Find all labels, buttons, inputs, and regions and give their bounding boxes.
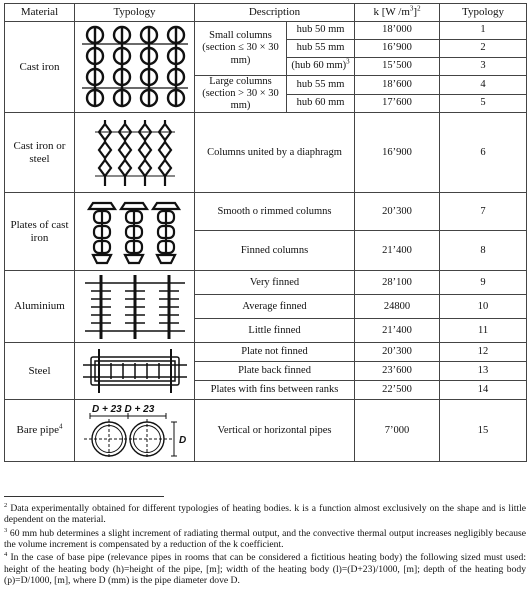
material-steel: Steel bbox=[5, 343, 75, 400]
typology-number: 8 bbox=[440, 231, 527, 271]
typology-number: 2 bbox=[440, 40, 527, 58]
typology-number: 9 bbox=[440, 271, 527, 295]
k-value: 20’300 bbox=[355, 193, 440, 231]
typology-number: 7 bbox=[440, 193, 527, 231]
k-value: 21’400 bbox=[355, 319, 440, 343]
header-typology-number: Typology bbox=[440, 4, 527, 22]
footnote-rule bbox=[4, 496, 164, 497]
material-cast-iron: Cast iron bbox=[5, 22, 75, 113]
diaphragm-columns-drawing bbox=[75, 113, 195, 193]
header-material: Material bbox=[5, 4, 75, 22]
hub-55-label: hub 55 mm bbox=[287, 76, 355, 95]
material-aluminium: Aluminium bbox=[5, 271, 75, 343]
k-value: 22’500 bbox=[355, 381, 440, 400]
k-value: 15’500 bbox=[355, 58, 440, 76]
plate-not-finned-desc: Plate not finned bbox=[195, 343, 355, 362]
k-value: 16’900 bbox=[355, 40, 440, 58]
material-cast-iron-or-steel: Cast iron or steel bbox=[5, 113, 75, 193]
k-value: 16’900 bbox=[355, 113, 440, 193]
large-columns-desc: Large columns (section > 30 × 30 mm) bbox=[195, 76, 287, 113]
hub-55-label: hub 55 mm bbox=[287, 40, 355, 58]
diaphragm-desc: Columns united by a diaphragm bbox=[195, 113, 355, 193]
pipe-diameter-label: D bbox=[178, 434, 186, 446]
k-value: 17’600 bbox=[355, 94, 440, 113]
cast-iron-plates-drawing bbox=[75, 193, 195, 271]
footnotes bbox=[4, 503, 526, 588]
typology-number: 6 bbox=[440, 113, 527, 193]
bare-pipe-desc: Vertical or horizontal pipes bbox=[195, 400, 355, 462]
smooth-columns-desc: Smooth o rimmed columns bbox=[195, 193, 355, 231]
hub-50-label: hub 50 mm bbox=[287, 22, 355, 40]
k-value: 20’300 bbox=[355, 343, 440, 362]
k-value: 23’600 bbox=[355, 362, 440, 381]
typology-number: 4 bbox=[440, 76, 527, 95]
k-value: 28’100 bbox=[355, 271, 440, 295]
header-typology-image: Typology bbox=[75, 4, 195, 22]
footnote-4: $^4$ In the case of base pipe (relevance pipes in rooms that can be considered a fictitious heating body) the following sized must used: height of the heating body (h)=height of the pipe, [m]; width of the heating body (l)=(D+23)/1000, [m]; depth of the heating body (p)=D/1000, [m], where D (mm) is the pipe diameter dove D. bbox=[4, 551, 526, 586]
finned-columns-desc: Finned columns bbox=[195, 231, 355, 271]
k-value: 18’000 bbox=[355, 22, 440, 40]
typology-number: 1 bbox=[440, 22, 527, 40]
small-columns-desc: Small columns (section ≤ 30 × 30 mm) bbox=[195, 22, 287, 76]
plates-fins-ranks-desc: Plates with fins between ranks bbox=[195, 381, 355, 400]
hub-60-label: (hub 60 mm)$^3$ bbox=[287, 58, 355, 76]
typology-number: 5 bbox=[440, 94, 527, 113]
header-description: Description bbox=[195, 4, 355, 22]
aluminium-finned-drawing bbox=[75, 271, 195, 343]
footnote-2: $^2$ Data experimentally obtained for different typologies of heating bodies. k is a function almost exclusively on the shape and is little dependent on the material. bbox=[4, 501, 526, 526]
cast-iron-columns-drawing bbox=[75, 22, 195, 113]
typology-number: 13 bbox=[440, 362, 527, 381]
pipe-dimension-label: D + 23 D + 23 bbox=[91, 403, 154, 415]
k-value: 18’600 bbox=[355, 76, 440, 95]
typology-number: 15 bbox=[440, 400, 527, 462]
radiator-typology-table bbox=[4, 3, 527, 462]
typology-number: 10 bbox=[440, 295, 527, 319]
typology-number: 11 bbox=[440, 319, 527, 343]
material-bare-pipe: Bare pipe$^4$ bbox=[5, 400, 75, 462]
header-k: k [W $/m^3]^2$ bbox=[355, 4, 440, 22]
k-value: 24800 bbox=[355, 295, 440, 319]
k-value: 7’000 bbox=[355, 400, 440, 462]
footnote-3: $^3$ 60 mm hub determines a slight increment of radiating thermal output, and the convective thermal output increases negligibly because the volume increment is compensated by a reduction of the k coefficient. bbox=[4, 526, 526, 550]
material-plates-cast-iron: Plates of cast iron bbox=[5, 193, 75, 271]
steel-plate-drawing bbox=[75, 343, 195, 400]
k-value: 21’400 bbox=[355, 231, 440, 271]
typology-number: 14 bbox=[440, 381, 527, 400]
typology-number: 3 bbox=[440, 58, 527, 76]
average-finned-desc: Average finned bbox=[195, 295, 355, 319]
plate-back-finned-desc: Plate back finned bbox=[195, 362, 355, 381]
hub-60-label: hub 60 mm bbox=[287, 94, 355, 113]
little-finned-desc: Little finned bbox=[195, 319, 355, 343]
bare-pipe-drawing bbox=[75, 400, 195, 462]
very-finned-desc: Very finned bbox=[195, 271, 355, 295]
typology-number: 12 bbox=[440, 343, 527, 362]
